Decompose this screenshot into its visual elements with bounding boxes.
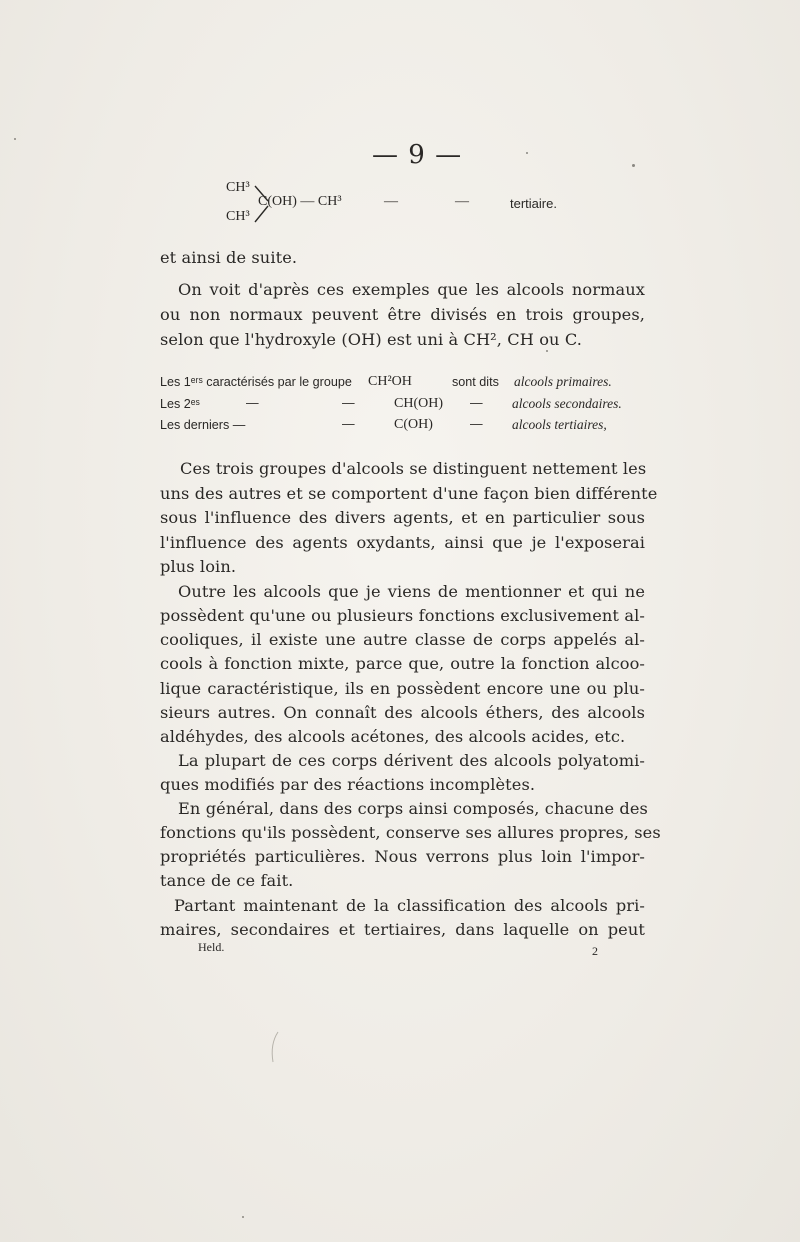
- row3-name: alcools tertiaires,: [512, 417, 607, 432]
- text-line: aldéhydes, des alcools acétones, des alcools acides, etc.: [160, 727, 626, 746]
- row2-group: CH(OH): [394, 396, 443, 411]
- pencil-mark: [268, 1030, 282, 1064]
- text-line: La plupart de ces corps dérivent des alcools polyatomi-: [178, 751, 645, 770]
- row2-name: alcools secondaires.: [512, 396, 622, 411]
- text-line: En général, dans des corps ainsi composés, chacune des: [178, 799, 648, 818]
- text-line: Ces trois groupes d'alcools se distinguent nettement les: [180, 459, 647, 478]
- text-line: propriétés particulières. Nous verrons plus loin l'impor-: [160, 847, 645, 866]
- text-line: maires, secondaires et tertiaires, dans laquelle on peut: [160, 920, 645, 939]
- text-line: cools à fonction mixte, parce que, outre la fonction alcoo-: [160, 654, 645, 673]
- text-line: ques modifiés par des réactions incomplètes.: [160, 775, 536, 794]
- row2-label: Les 2ᵉˢ: [160, 397, 200, 411]
- text-line: Outre les alcools que je viens de mentionner et qui ne: [178, 582, 645, 601]
- text-line: ou non normaux peuvent être divisés en trois groupes,: [160, 305, 645, 324]
- scan-speck: [526, 152, 528, 154]
- page-number: — 9 —: [372, 140, 463, 170]
- text-line: Partant maintenant de la classification des alcools pri-: [174, 896, 645, 915]
- text-line: fonctions qu'ils possèdent, conserve ses allures propres, ses: [160, 823, 661, 842]
- formula-ch3-top: CH³: [226, 180, 250, 195]
- formula-center: C(OH) — CH³: [258, 194, 342, 209]
- formula-ch3-bottom: CH³: [226, 209, 250, 224]
- text-line: et ainsi de suite.: [160, 248, 298, 267]
- row3-group: C(OH): [394, 417, 433, 432]
- formula-dash: —: [384, 194, 398, 209]
- author-signature: Held.: [198, 940, 225, 954]
- row3-dash: —: [342, 417, 355, 431]
- row1-group: CH²OH: [368, 374, 412, 389]
- text-line: tance de ce fait.: [160, 871, 294, 890]
- formula-label: tertiaire.: [510, 196, 557, 211]
- text-line: cooliques, il existe une autre classe de corps appelés al-: [160, 630, 645, 649]
- row1-mid: sont dits: [452, 375, 499, 389]
- text-line: sieurs autres. On connaît des alcools éthers, des alcools: [160, 703, 645, 722]
- text-line: lique caractéristique, ils en possèdent encore une ou plu-: [160, 679, 645, 698]
- text-line: l'influence des agents oxydants, ainsi que je l'exposerai: [160, 533, 645, 552]
- formula-dash: —: [455, 194, 469, 209]
- row1-name: alcools primaires.: [514, 374, 612, 389]
- row2-dash: —: [246, 396, 259, 410]
- text-line: selon que l'hydroxyle (OH) est uni à CH², CH ou C.: [160, 330, 582, 349]
- text-line: uns des autres et se comportent d'une façon bien différente: [160, 484, 658, 503]
- row2-dash: —: [470, 396, 483, 410]
- row2-dash: —: [342, 396, 355, 410]
- row3-label: Les derniers —: [160, 418, 246, 432]
- signature-mark: 2: [592, 944, 598, 958]
- scan-speck: [632, 164, 635, 167]
- scan-speck: [242, 1216, 244, 1218]
- text-line: On voit d'après ces exemples que les alcools normaux: [178, 280, 645, 299]
- scan-speck: [546, 350, 548, 352]
- row3-dash: —: [470, 417, 483, 431]
- scan-speck: [14, 138, 16, 140]
- row1-label: Les 1ᵉʳˢ caractérisés par le groupe: [160, 375, 352, 389]
- text-line: plus loin.: [160, 557, 237, 576]
- text-line: sous l'influence des divers agents, et en particulier sous: [160, 508, 645, 527]
- text-line: possèdent qu'une ou plusieurs fonctions exclusivement al-: [160, 606, 645, 625]
